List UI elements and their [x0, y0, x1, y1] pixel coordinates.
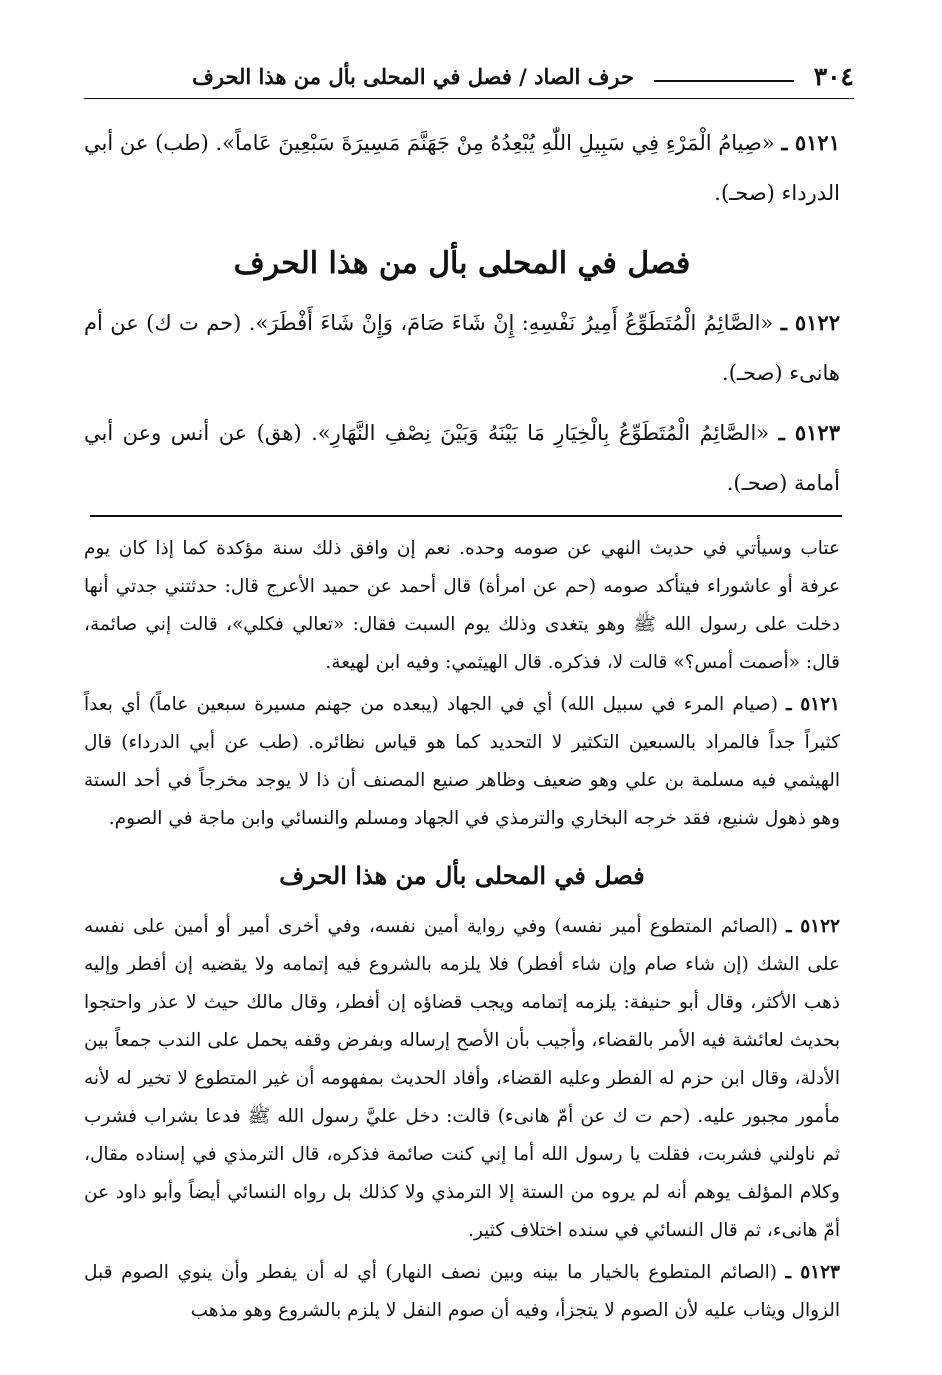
hadith-number: ٥١٢١ ـ	[781, 130, 840, 155]
commentary-number: ٥١٢٢ ـ	[786, 916, 840, 937]
commentary-intro: عتاب وسيأتي في حديث النهي عن صومه وحده. نعم إن وافق ذلك سنة مؤكدة كما إذا كان يوم عرفة أو عاشوراء فيتأكد صومه (حم عن امرأة) قال أحمد عن حميد الأعرج قال: حدثتني جدتي أنها دخلت على رسول الله ﷺ وهو يتغدى وذلك يوم السبت فقال: «تعالي فكلي»، قالت إني صائمة، قال: «أصمت أمس؟» قالت لا، فذكره. قال الهيثمي: وفيه ابن لهيعة.	[84, 538, 840, 673]
header-title: حرف الصاد / فصل في المحلى بأل من هذا الحرف	[192, 64, 634, 89]
header-rule	[654, 80, 794, 82]
header-divider	[84, 98, 854, 99]
commentary-text: (صيام المرء في سبيل الله) أي في الجهاد (يبعده من جهنم مسيرة سبعين عاماً) أي بعداً كثيراً جداً فالمراد بالسبعين التكثير لا التحديد كما هو قياس نظائره. (طب عن أبي الدرداء) قال الهيثمي فيه مسلمة بن علي وهو ضعيف وظاهر صنيع المصنف أن ذا لا يوجد مخرجاً في أحد الستة وهو ذهول شنيع، فقد خرجه البخاري والترمذي في الجهاد ومسلم والنسائي وابن ماجة في الصوم.	[84, 694, 840, 829]
section-heading: فصل في المحلى بأل من هذا الحرف	[233, 246, 691, 281]
hadith-number: ٥١٢٢ ـ	[780, 310, 840, 335]
commentary	[84, 530, 840, 1334]
footnote-divider	[90, 515, 842, 517]
commentary-number: ٥١٢٣ ـ	[785, 1262, 840, 1283]
hadith-5122	[84, 298, 840, 398]
main-text	[84, 118, 840, 518]
commentary-text: (الصائم المتطوع بالخيار ما بينه وبين نصف النهار) أي له أن يفطر وأن ينوي الصوم قبل الزوال ويثاب عليه لأن الصوم لا يتجزأ، وفيه أن صوم النفل لا يلزم بالشروع وهو مذهب	[84, 1262, 840, 1321]
hadith-number: ٥١٢٣ ـ	[778, 420, 840, 445]
running-header	[84, 58, 854, 98]
commentary-5123	[84, 1254, 840, 1330]
commentary-5122	[84, 908, 840, 1250]
commentary-number: ٥١٢١ ـ	[786, 694, 840, 715]
hadith-text: «صِيامُ الْمَرْءِ فِي سَبِيلِ اللّٰهِ يُبْعِدُهُ مِنْ جَهَنَّمَ مَسِيرَةَ سَبْعِينَ عَاماً». (طب) عن أبي الدرداء (صحـ).	[84, 131, 840, 205]
hadith-text: «الصَّائِمُ الْمُتَطَوِّعُ أَمِيرُ نَفْسِهِ: إِنْ شَاءَ صَامَ، وَإِنْ شَاءَ أَفْطَرَ». (حم ت ك) عن أم هانىء (صحـ).	[84, 311, 840, 385]
commentary-5121	[84, 686, 840, 838]
commentary-heading: فصل في المحلى بأل من هذا الحرف	[279, 861, 645, 890]
hadith-text: «الصَّائِمُ الْمُتَطَوِّعُ بِالْخِيَارِ مَا بَيْنَهُ وَبَيْنَ نِصْفِ النَّهَارِ». (هق) عن أنس وعن أبي أمامة (صحـ).	[84, 421, 840, 495]
commentary-text: (الصائم المتطوع أمير نفسه) وفي رواية أمين نفسه، وفي أخرى أمير أو أمين على نفسه على الشك (إن شاء صام وإن شاء أفطر) فلا يلزمه بالشروع فيه إتمامه ولا يقضيه إن أفطر وإليه ذهب الأكثر، وقال أبو حنيفة: يلزمه إتمامه ويجب قضاؤه إن أفطر، وقال مالك حيث لا عذر واحتجوا بحديث لعائشة فيه الأمر بالقضاء، وأجيب بأن الأصح إرساله وبفرض وقفه يحمل على الندب جمعاً بين الأدلة، وقال ابن حزم له الفطر وعليه القضاء، وأفاد الحديث بمفهومه أن غير المتطوع لا تخير له لأنه مأمور مجبور عليه. (حم ت ك عن أمّ هانىء) قالت: دخل عليَّ رسول الله ﷺ فدعا بشراب فشرب ثم ناولني فشربت، فقلت يا رسول الله أما إني كنت صائمة فذكره، قال الترمذي في إسناده مقال، وكلام المؤلف يوهم أنه لم يروه من الستة إلا الترمذي ولا كذلك بل رواه النسائي أيضاً وأبو داود عن أمّ هانىء، ثم قال النسائي في سنده اختلاف كثير.	[84, 916, 840, 1241]
page-number: ٣٠٤	[813, 62, 854, 91]
hadith-5121	[84, 118, 840, 218]
hadith-5123	[84, 408, 840, 508]
